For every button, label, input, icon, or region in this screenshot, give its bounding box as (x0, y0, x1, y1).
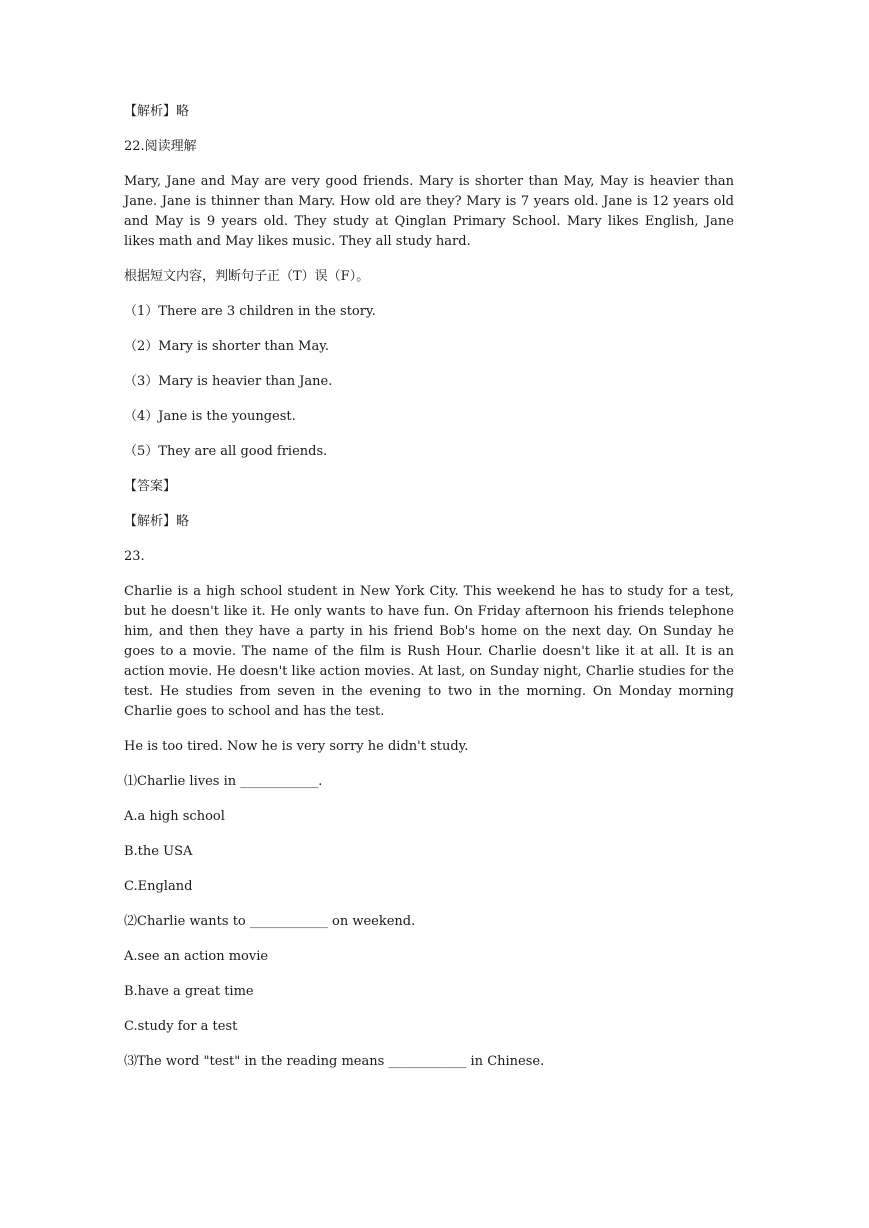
q23-passage-2: He is too tired. Now he is very sorry he didn't study. (124, 739, 469, 754)
q23-q1-option-b: B.the USA (124, 844, 193, 859)
q23-q2-option-a: A.see an action movie (124, 949, 269, 964)
q23-title: 23. (124, 549, 145, 564)
q23-q2-stem: ⑵Charlie wants to ____________ on weekend. (124, 914, 416, 929)
q23-q3-stem: ⑶The word "test" in the reading means ____________ in Chinese. (124, 1054, 545, 1069)
q22-answer: 【答案】 (124, 479, 177, 494)
q22-item-5: （5）They are all good friends. (124, 444, 328, 459)
q23-q2-option-c: C.study for a test (124, 1019, 238, 1034)
q22-item-1: （1）There are 3 children in the story. (124, 304, 376, 319)
q22-analysis: 【解析】略 (124, 514, 190, 529)
q23-q1-option-c: C.England (124, 879, 193, 894)
q23-passage: Charlie is a high school student in New York City. This weekend he has to study for a test, but he doesn't like it. He only wants to have fun. On Friday afternoon his friends telephone him, and then they have a party in his friend Bob's home on the next day. On Sunday he goes to a movie. The name of the film is Rush Hour. Charlie doesn't like it at all. It is an action movie. He doesn't like action movies. At last, on Sunday night, Charlie studies for the test. He studies from seven in the evening to two in the morning. On Monday morning Charlie goes to school and has the test. (124, 584, 734, 719)
q23-q2-option-b: B.have a great time (124, 984, 254, 999)
document-page (124, 102, 734, 1087)
q22-title: 22.阅读理解 (124, 139, 197, 154)
q22-instruction: 根据短文内容，判断句子正（T）误（F）。 (124, 269, 370, 284)
q23-q1-stem: ⑴Charlie lives in ____________. (124, 774, 323, 789)
q22-passage: Mary, Jane and May are very good friends. Mary is shorter than May, May is heavier than Jane. Jane is thinner than Mary. How old are they? Mary is 7 years old. Jane is 12 years old and May is 9 years old. They study at Qinglan Primary School. Mary likes English, Jane likes math and May likes music. They all study hard. (124, 174, 734, 249)
q22-item-4: （4）Jane is the youngest. (124, 409, 296, 424)
q21-analysis: 【解析】略 (124, 104, 190, 119)
q23-q1-option-a: A.a high school (124, 809, 225, 824)
q22-item-3: （3）Mary is heavier than Jane. (124, 374, 333, 389)
q22-item-2: （2）Mary is shorter than May. (124, 339, 329, 354)
